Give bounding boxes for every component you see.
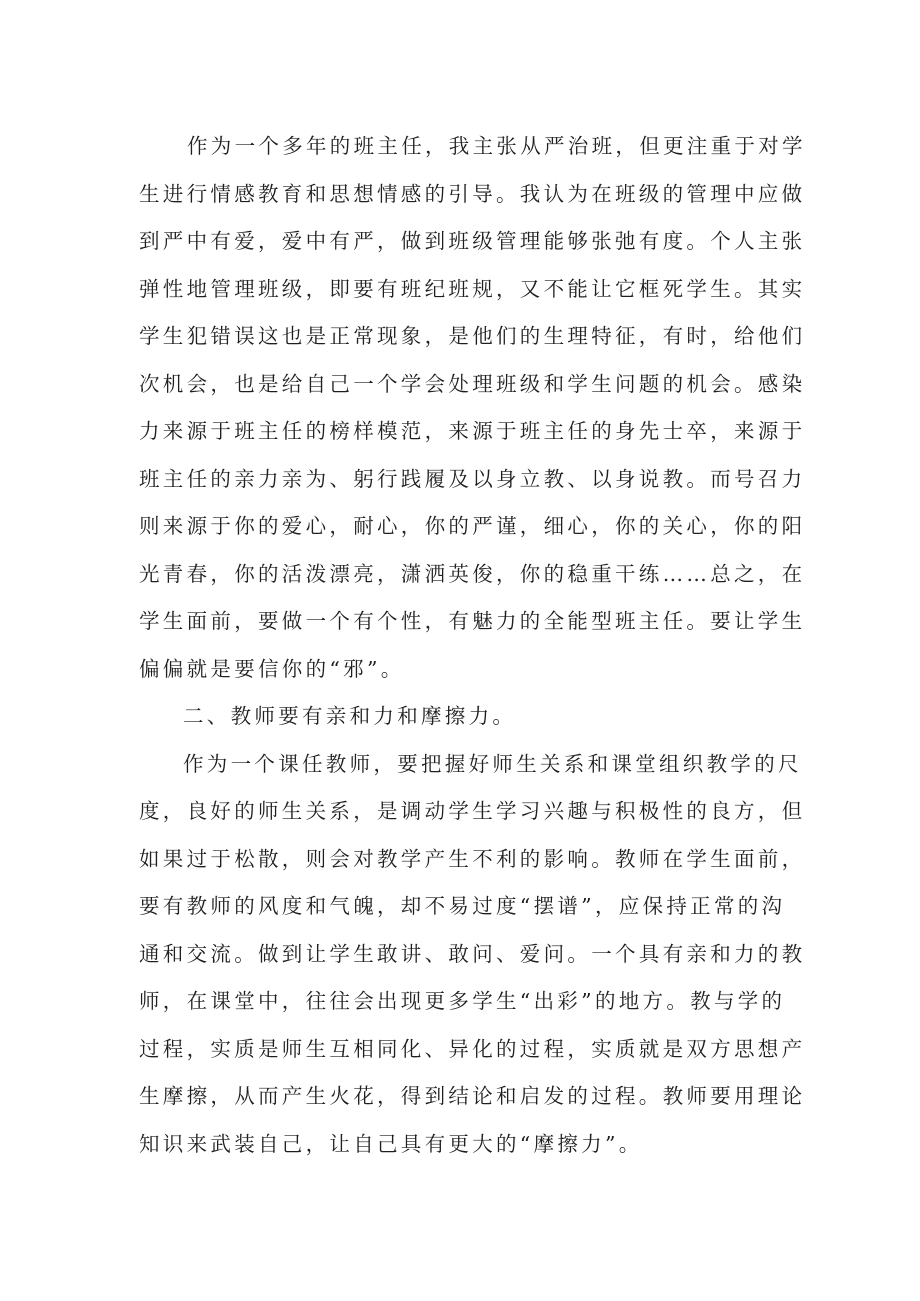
paragraph-1-line-9: 则来源于你的爱心，耐心，你的严谨，细心，你的关心，你的阳 [139, 514, 806, 538]
paragraph-1-line-3: 到严中有爱，爱中有严，做到班级管理能够张弛有度。个人主张 [139, 229, 806, 253]
paragraph-1-line-1: 作为一个多年的班主任，我主张从严治班，但更注重于对学 [187, 134, 806, 158]
document-body [139, 123, 806, 1168]
paragraph-1-line-6: 次机会，也是给自己一个学会处理班级和学生问题的机会。感染 [139, 371, 806, 396]
paragraph-2-line-5: 通和交流。做到让学生敢讲、敢问、爱问。一个具有亲和力的教 [139, 941, 806, 966]
paragraph-1-line-12: 偏偏就是要信你的“邪”。 [139, 656, 405, 681]
paragraph-2-line-7: 过程，实质是师生互相同化、异化的过程，实质就是双方思想产 [139, 1036, 806, 1061]
paragraph-2-line-6: 师，在课堂中，往往会出现更多学生“出彩”的地方。教与学的 [139, 989, 786, 1013]
paragraph-1-line-5: 学生犯错误这也是正常现象，是他们的生理特征，有时，给他们 [139, 324, 806, 348]
paragraph-1-line-11: 学生面前，要做一个有个性，有魅力的全能型班主任。要让学生 [139, 609, 806, 633]
paragraph-2-line-2: 度，良好的师生关系，是调动学生学习兴趣与积极性的良方，但 [139, 799, 806, 823]
paragraph-2-line-8: 生摩擦，从而产生火花，得到结论和启发的过程。教师要用理论 [139, 1084, 806, 1108]
paragraph-2-line-1: 作为一个课任教师，要把握好师生关系和课堂组织教学的尺 [183, 751, 802, 776]
paragraph-1-line-2: 生进行情感教育和思想情感的引导。我认为在班级的管理中应做 [139, 181, 806, 206]
paragraph-2-line-3: 如果过于松散，则会对教学产生不利的影响。教师在学生面前， [139, 846, 806, 871]
paragraph-2-line-9: 知识来武装自己，让自己具有更大的“摩擦力”。 [139, 1131, 643, 1156]
paragraph-2-line-4: 要有教师的风度和气魄，却不易过度“摆谱”，应保持正常的沟 [139, 894, 786, 918]
paragraph-1-line-10: 光青春，你的活泼漂亮，潇洒英俊，你的稳重干练……总之，在 [139, 561, 806, 586]
paragraph-1-line-7: 力来源于班主任的榜样模范，来源于班主任的身先士卒，来源于 [139, 419, 806, 443]
paragraph-1-line-8: 班主任的亲力亲为、躬行践履及以身立教、以身说教。而号召力 [139, 466, 806, 491]
section-heading: 二、教师要有亲和力和摩擦力。 [183, 704, 517, 728]
paragraph-1-line-4: 弹性地管理班级，即要有班纪班规，又不能让它框死学生。其实 [139, 276, 806, 301]
